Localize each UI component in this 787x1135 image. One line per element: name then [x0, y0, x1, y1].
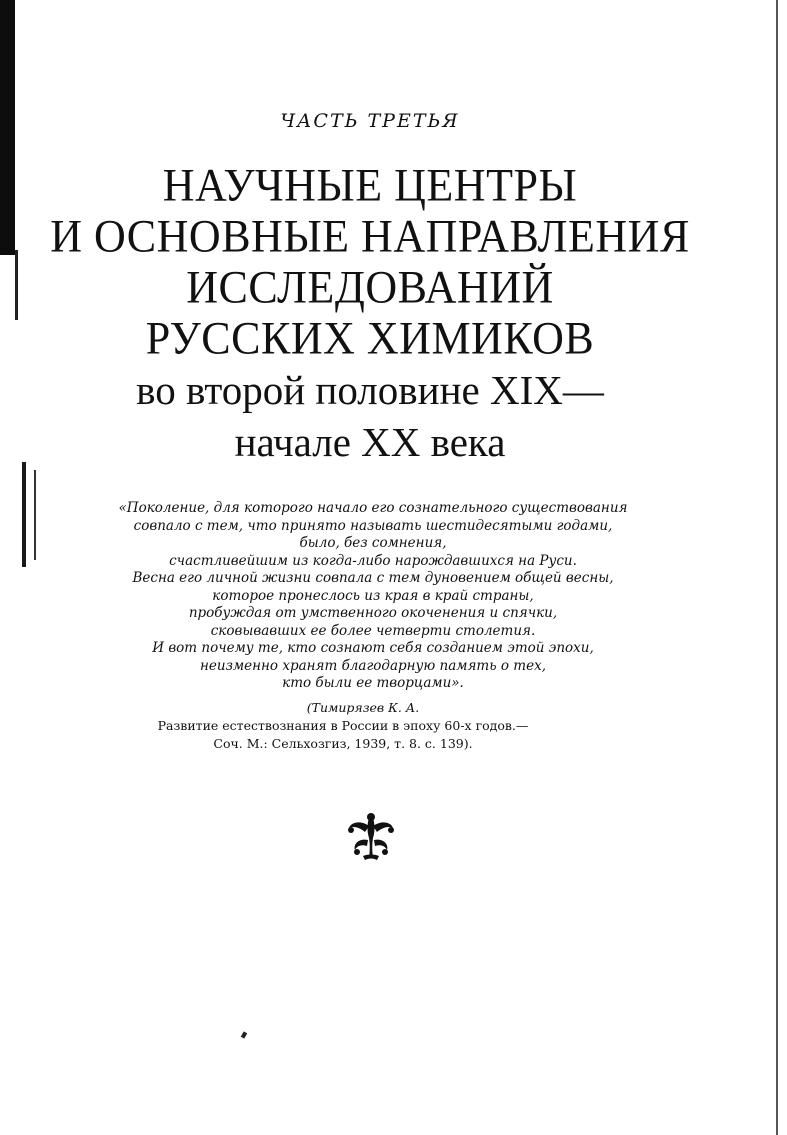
epigraph-line: которое пронеслось из края в край страны, [212, 587, 534, 604]
epigraph-line: было, без сомнения, [299, 535, 447, 551]
epigraph-line: сковывавших ее более четверти столетия. [210, 622, 536, 639]
scan-speck [241, 1031, 247, 1038]
source-publication: Соч. М.: Сельхозгиз, 1939, т. 8. с. 139). [213, 736, 473, 751]
subtitle-line: начале XX века [234, 419, 506, 465]
epigraph-line: пробуждая от умственного окоченения и спячки, [188, 605, 558, 621]
title-line: РУССКИХ ХИМИКОВ [145, 312, 595, 365]
fleuron-ornament-icon [343, 812, 399, 862]
part-label: ЧАСТЬ ТРЕТЬЯ [280, 110, 460, 132]
epigraph-line: Весна его личной жизни совпала с тем дуновением общей весны, [132, 570, 614, 586]
title-line: НАУЧНЫЕ ЦЕНТРЫ [162, 159, 578, 212]
title-line: И ОСНОВНЫЕ НАПРАВЛЕНИЯ [50, 210, 690, 263]
scan-page-edge-line [776, 0, 778, 1135]
epigraph-line: «Поколение, для которого начало его сознательного существования [118, 500, 628, 516]
epigraph-line: совпало с тем, что принято называть шестидесятыми годами, [133, 517, 613, 534]
epigraph-line: счастливейшим из когда-либо нарождавшихся на Руси. [169, 552, 577, 569]
epigraph-line: кто были ее творцами». [282, 675, 464, 691]
epigraph [0, 500, 746, 693]
subtitle-line: во второй половине XIX— [136, 367, 604, 413]
epigraph-line: И вот почему те, кто сознают себя созданием этой эпохи, [152, 640, 594, 656]
source-author: (Тимирязев К. А. [306, 700, 420, 715]
title-line: ИССЛЕДОВАНИЙ [186, 261, 554, 314]
page-title [0, 160, 740, 468]
epigraph-line: неизменно хранят благодарную память о тех, [200, 657, 546, 674]
source-title: Развитие естествознания в России в эпоху 60-х годов.— [157, 718, 529, 733]
epigraph-source [0, 699, 686, 753]
